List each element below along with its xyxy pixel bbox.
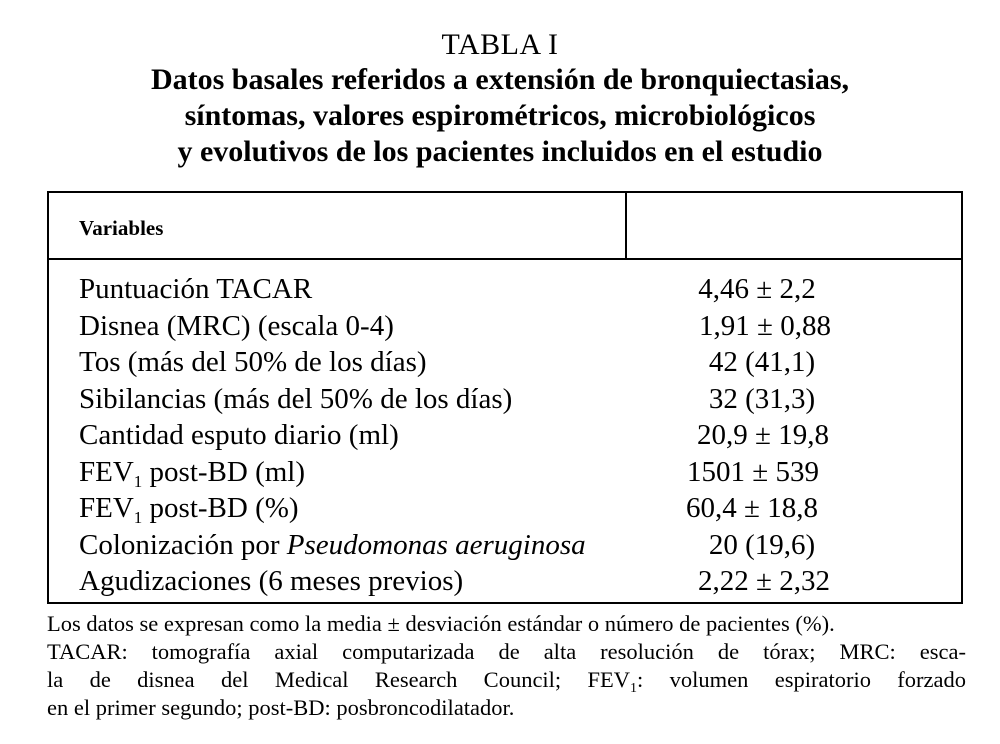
table-header-row: [49, 193, 961, 260]
row-value: 20 (19,6): [708, 528, 816, 561]
table-row: [49, 490, 961, 527]
table-footnote: [47, 610, 966, 722]
caption-line-3: y evolutivos de los pacientes incluidos en el estudio: [177, 135, 823, 168]
row-variable: Disnea (MRC) (escala 0-4): [79, 309, 394, 342]
footnote-line-1: Los datos se expresan como la media ± desviación estándar o número de pacientes (%).: [47, 611, 835, 636]
table-row: [49, 454, 961, 491]
footnote-line-2: TACAR: tomografía axial computarizada de alta resolución de tórax; MRC: esca-: [47, 639, 966, 664]
row-value: 60,4 ± 18,8: [686, 492, 818, 524]
row-variable: $FEV_1$ post-BD (ml): [79, 455, 306, 491]
row-value: 32 (31,3): [708, 382, 816, 415]
table-caption: [0, 62, 1000, 170]
header-column-divider: [625, 193, 627, 260]
row-variable: Puntuación TACAR: [79, 273, 313, 305]
table-row: [49, 344, 961, 381]
caption-line-1: Datos basales referidos a extensión de bronquiectasias,: [150, 63, 850, 96]
row-value: 2,22 ± 2,32: [698, 565, 830, 597]
footnote-line-3: la de disnea del Medical Research Council; $FEV_1$: volumen espiratorio forzado: [47, 667, 966, 696]
row-variable: $FEV_1$ post-BD (%): [79, 492, 299, 527]
table-row: [49, 527, 961, 564]
row-value: 20,9 ± 19,8: [697, 419, 829, 451]
table-row: [49, 417, 961, 454]
table-row: [49, 563, 961, 600]
row-variable: Sibilancias (más del 50% de los días): [79, 382, 513, 415]
table-number: TABLA I: [441, 28, 559, 61]
row-variable: Tos (más del 50% de los días): [79, 346, 427, 378]
row-value: 42 (41,1): [708, 346, 816, 378]
row-variable: Cantidad esputo diario (ml): [79, 419, 399, 451]
row-variable: Colonización por Pseudomonas aeruginosa: [79, 528, 586, 561]
row-variable: Agudizaciones (6 meses previos): [79, 565, 464, 597]
table-row: [49, 308, 961, 345]
header-variables: Variables: [79, 216, 164, 240]
caption-line-2: síntomas, valores espirométricos, microbiológicos: [184, 99, 816, 132]
table-body: [49, 271, 961, 600]
table-title-block: [0, 28, 1000, 170]
row-value: 1501 ± 539: [687, 455, 819, 488]
footnote-line-4: en el primer segundo; post-BD: posbroncodilatador.: [47, 695, 515, 720]
table-row: [49, 381, 961, 418]
row-value: 1,91 ± 0,88: [699, 309, 831, 342]
row-value: 4,46 ± 2,2: [698, 273, 816, 305]
data-table: [47, 191, 963, 604]
table-row: [49, 271, 961, 308]
